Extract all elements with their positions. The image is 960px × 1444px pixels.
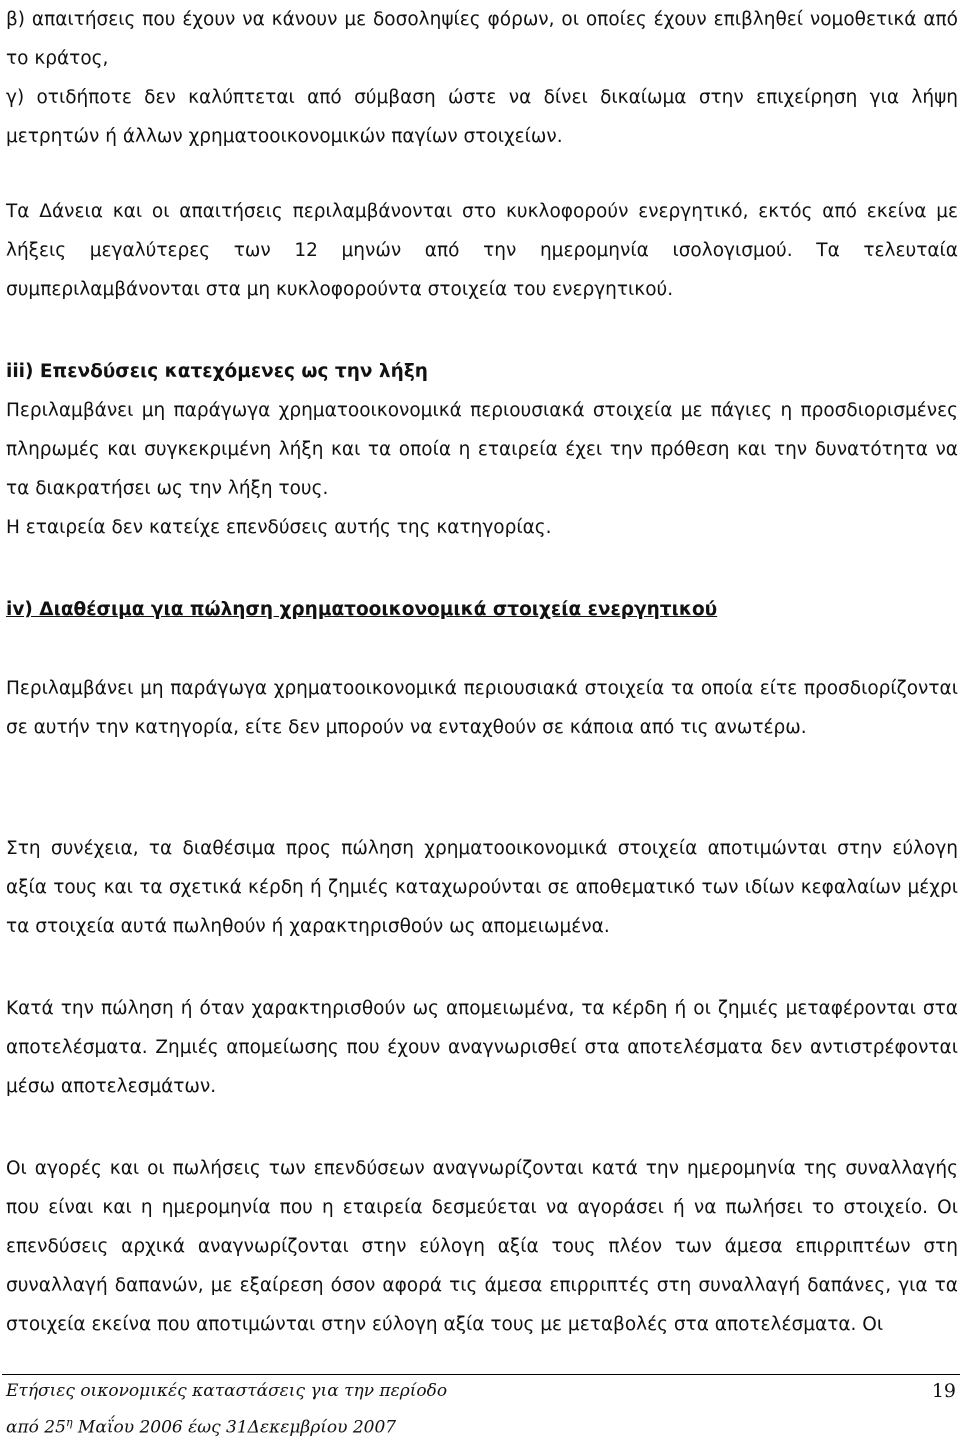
section-heading: iv) Διαθέσιμα για πώληση χρηματοοικονομικά στοιχεία ενεργητικού bbox=[6, 599, 718, 620]
body-text: β) απαιτήσεις που έχουν να κάνουν με δοσοληψίες φόρων, οι οποίες έχουν επιβληθεί νομοθετικά από το κράτος, bbox=[6, 9, 958, 69]
footer-period-end: Μαΐου 2006 έως 31Δεκεμβρίου 2007 bbox=[72, 1417, 397, 1438]
section-heading: iii) Επενδύσεις κατεχόμενες ως την λήξη bbox=[6, 361, 428, 382]
footer-title: Ετήσιες οικονομικές καταστάσεις για την περίοδο bbox=[6, 1381, 448, 1401]
footer-period-ordinal: η bbox=[65, 1416, 73, 1429]
paragraph-impairment bbox=[6, 989, 958, 1106]
paragraph-no-investments bbox=[6, 508, 958, 547]
paragraph-contract bbox=[6, 78, 958, 156]
paragraph-available-for-sale bbox=[6, 669, 958, 747]
section-heading-iv bbox=[6, 590, 958, 629]
body-text: Οι αγορές και οι πωλήσεις των επενδύσεων αναγνωρίζονται κατά την ημερομηνία της συναλλαγής που είναι και η ημερομηνία που η εταιρεία δεσμεύεται να αγοράσει ή να πωλήσει το στοιχείο. Οι επενδύσεις αρχικά αναγνωρίζονται στην εύλογη αξία τους πλέον των άμεσα επιρριπτέων στη συναλλαγή δαπανών, με εξαίρεση όσον αφορά τις άμεσα επιρριπτές στη συναλλαγή δαπάνες, για τα στοιχεία εκείνα που αποτιμώνται στην εύλογη αξία τους με μεταβολές στα αποτελέσματα. Οι bbox=[6, 1158, 958, 1335]
paragraph-held-to-maturity bbox=[6, 391, 958, 508]
footer-divider bbox=[2, 1374, 960, 1375]
body-text: Τα Δάνεια και οι απαιτήσεις περιλαμβάνονται στο κυκλοφορούν ενεργητικό, εκτός από εκείνα με λήξεις μεγαλύτερες των 12 μηνών από την ημερομηνία ισολογισμού. Τα τελευταία συμπεριλαμβάνονται στα μη κυκλοφορούντα στοιχεία του ενεργητικού. bbox=[6, 201, 958, 300]
paragraph-loans bbox=[6, 192, 958, 309]
footer-period-start: από 25 bbox=[6, 1417, 66, 1438]
paragraph-taxes bbox=[6, 0, 958, 78]
body-text: Κατά την πώληση ή όταν χαρακτηρισθούν ως απομειωμένα, τα κέρδη ή οι ζημιές μεταφέρονται στα αποτελέσματα. Ζημιές απομείωσης που έχουν αναγνωρισθεί στα αποτελέσματα δεν αντιστρέφονται μέσω αποτελεσμάτων. bbox=[6, 998, 958, 1097]
body-text: Η εταιρεία δεν κατείχε επενδύσεις αυτής της κατηγορίας. bbox=[6, 517, 552, 538]
footer-period bbox=[6, 1407, 956, 1444]
body-text: Περιλαμβάνει μη παράγωγα χρηματοοικονομικά περιουσιακά στοιχεία τα οποία είτε προσδιορίζονται σε αυτήν την κατηγορία, είτε δεν μπορούν να ενταχθούν σε κάποια από τις ανωτέρω. bbox=[6, 678, 958, 738]
paragraph-valuation bbox=[6, 829, 958, 946]
page-footer bbox=[6, 1376, 956, 1444]
body-text: Περιλαμβάνει μη παράγωγα χρηματοοικονομικά περιουσιακά στοιχεία με πάγιες η προσδιορισμένες πληρωμές και συγκεκριμένη λήξη και τα οποία η εταιρεία έχει την πρόθεση και την δυνατότητα να τα διακρατήσει ως την λήξη τους. bbox=[6, 400, 958, 499]
body-text: Στη συνέχεια, τα διαθέσιμα προς πώληση χρηματοοικονομικά στοιχεία αποτιμώνται στην εύλογη αξία τους και τα σχετικά κέρδη ή ζημιές καταχωρούνται σε αποθεματικό των ιδίων κεφαλαίων μέχρι τα στοιχεία αυτά πωληθούν ή χαρακτηρισθούν ως απομειωμένα. bbox=[6, 838, 958, 937]
body-text: γ) οτιδήποτε δεν καλύπτεται από σύμβαση ώστε να δίνει δικαίωμα στην επιχείρηση για λήψη μετρητών ή άλλων χρηματοοικονομικών παγίων στοιχείων. bbox=[6, 87, 958, 147]
page-number: 19 bbox=[931, 1380, 956, 1402]
paragraph-purchases-sales bbox=[6, 1149, 958, 1344]
section-heading-iii bbox=[6, 352, 958, 391]
